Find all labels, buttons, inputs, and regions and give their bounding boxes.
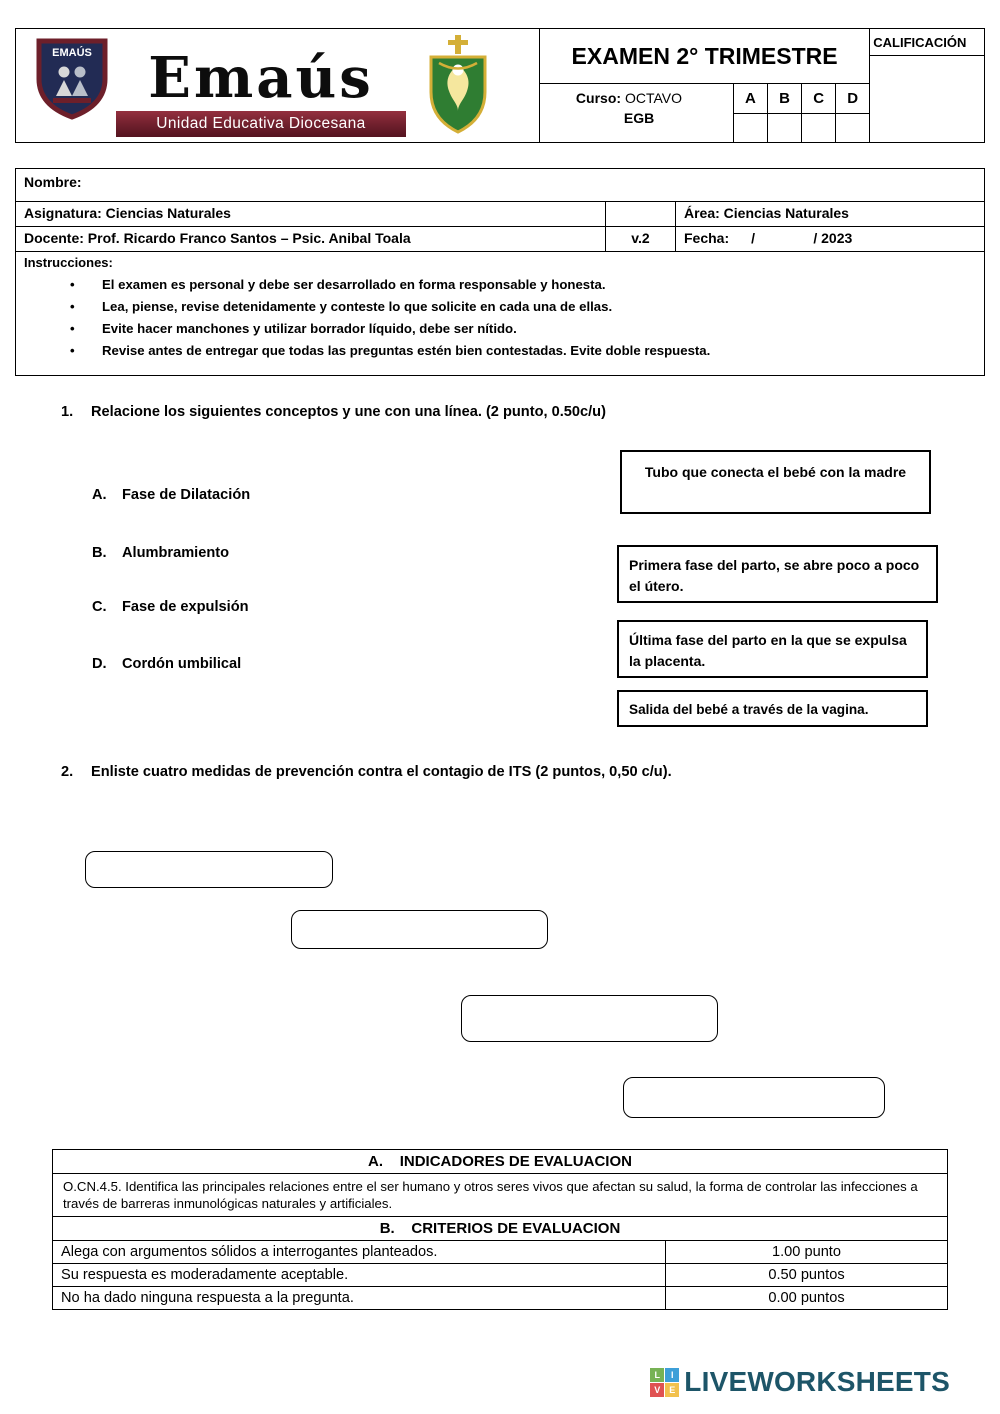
definition-box-1[interactable]: Tubo que conecta el bebé con la madre	[620, 450, 931, 514]
version-cell: v.2	[606, 227, 676, 251]
liveworksheets-grid-icon	[650, 1368, 679, 1397]
concept-letter: B.	[92, 545, 107, 561]
criterio-text: Alega con argumentos sólidos a interrogantes planteados.	[53, 1241, 666, 1264]
liveworksheets-wordmark: LIVEWORKSHEETS	[684, 1366, 950, 1397]
answer-box-3[interactable]	[461, 995, 718, 1042]
instruccion-item: • El examen es personal y debe ser desarrollado en forma responsable y honesta.	[70, 277, 976, 292]
question-2-prompt: Enliste cuatro medidas de prevención contra el contagio de ITS (2 puntos, 0,50 c/u).	[91, 764, 672, 780]
concept-item-a[interactable]	[92, 487, 250, 503]
liveworksheets-logo[interactable]	[650, 1366, 950, 1398]
fecha-value: / / 2023	[751, 230, 853, 246]
school-branding	[16, 29, 539, 142]
section-column-c	[801, 84, 835, 142]
answer-box-1[interactable]	[85, 851, 333, 888]
criterio-row	[53, 1287, 948, 1310]
logo-square-e: E	[665, 1383, 679, 1397]
definition-box-3[interactable]: Última fase del parto en la que se expulsa la placenta.	[617, 620, 928, 678]
concept-label: Cordón umbilical	[122, 656, 242, 672]
school-subtitle-banner: Unidad Educativa Diocesana	[116, 111, 406, 137]
egb-label: EGB	[623, 110, 655, 126]
instruccion-item: • Evite hacer manchones y utilizar borrador líquido, debe ser nítido.	[70, 321, 976, 336]
instruccion-item: • Revise antes de entregar que todas las preguntas estén bien contestadas. Evite doble respuesta.	[70, 343, 976, 358]
criterio-row	[53, 1241, 948, 1264]
concept-label: Fase de expulsión	[122, 599, 249, 615]
section-mark-cell-b[interactable]	[768, 114, 801, 142]
question-1-prompt: Relacione los siguientes conceptos y une con una línea. (2 punto, 0.50c/u)	[91, 404, 606, 420]
asignatura-cell: Asignatura: Ciencias Naturales	[16, 202, 606, 226]
curso-label: Curso:	[575, 90, 622, 106]
evaluation-table	[52, 1149, 948, 1310]
instrucciones-block	[16, 252, 984, 375]
criterio-text: Su respuesta es moderadamente aceptable.	[53, 1264, 666, 1287]
logo-square-v: V	[650, 1383, 664, 1397]
nombre-row	[16, 169, 984, 202]
question-2-number: 2.	[61, 764, 74, 780]
criterios-title: B. CRITERIOS DE EVALUACION	[53, 1217, 948, 1241]
criterio-row	[53, 1264, 948, 1287]
section-mark-cell-d[interactable]	[836, 114, 869, 142]
criterio-puntos: 1.00 punto	[666, 1241, 948, 1264]
section-letter-a: A	[734, 84, 767, 114]
school-name: Emaús	[148, 45, 374, 111]
exam-info-table	[15, 168, 985, 376]
definition-box-4[interactable]: Salida del bebé a través de la vagina.	[617, 690, 928, 727]
version-spacer-cell	[606, 202, 676, 226]
logo-square-i: I	[665, 1368, 679, 1382]
section-column-d	[835, 84, 869, 142]
school-wordmark	[116, 47, 406, 137]
section-mark-cell-a[interactable]	[734, 114, 767, 142]
answer-box-2[interactable]	[291, 910, 548, 949]
section-column-b	[767, 84, 801, 142]
shield-text: EMAÚS	[52, 47, 92, 59]
asignatura-row	[16, 202, 984, 227]
criterio-puntos: 0.00 puntos	[666, 1287, 948, 1310]
nombre-field[interactable]	[85, 173, 505, 187]
fecha-cell	[676, 227, 984, 251]
concept-letter: D.	[92, 656, 107, 672]
question-1-heading	[61, 404, 941, 420]
exam-title-block	[539, 29, 869, 142]
concept-label: Alumbramiento	[122, 545, 230, 561]
fecha-label: Fecha:	[684, 230, 730, 246]
exam-title: EXAMEN 2° TRIMESTRE	[540, 29, 869, 84]
definition-box-2[interactable]: Primera fase del parto, se abre poco a poco el útero.	[617, 545, 938, 603]
concept-label: Fase de Dilatación	[122, 487, 251, 503]
concept-item-b[interactable]	[92, 545, 229, 561]
section-letter-b: B	[768, 84, 801, 114]
criterio-text: No ha dado ninguna respuesta a la pregunta.	[53, 1287, 666, 1310]
docente-cell: Docente: Prof. Ricardo Franco Santos – Psic. Anibal Toala	[16, 227, 606, 251]
section-mark-cell-c[interactable]	[802, 114, 835, 142]
question-2-heading	[61, 764, 971, 780]
indicadores-title: A. INDICADORES DE EVALUACION	[53, 1150, 948, 1174]
section-column-a	[733, 84, 767, 142]
concept-letter: C.	[92, 599, 107, 615]
section-letter-d: D	[836, 84, 869, 114]
curso-cell	[540, 84, 733, 142]
logo-square-l: L	[650, 1368, 664, 1382]
question-1-number: 1.	[61, 404, 74, 420]
calificacion-field[interactable]	[870, 56, 984, 142]
curso-value: OCTAVO	[624, 90, 682, 106]
exam-header	[15, 28, 985, 143]
docente-row	[16, 227, 984, 252]
answer-box-4[interactable]	[623, 1077, 885, 1118]
concept-item-c[interactable]	[92, 599, 249, 615]
school-shield-logo	[34, 35, 110, 123]
instrucciones-label: Instrucciones:	[24, 255, 113, 270]
nombre-label: Nombre:	[24, 174, 82, 190]
instrucciones-list	[24, 277, 976, 358]
calificacion-column	[869, 29, 984, 142]
section-letter-c: C	[802, 84, 835, 114]
concept-letter: A.	[92, 487, 107, 503]
diocese-crest-logo	[418, 34, 498, 138]
concept-item-d[interactable]	[92, 656, 241, 672]
criterio-puntos: 0.50 puntos	[666, 1264, 948, 1287]
indicadores-text: O.CN.4.5. Identifica las principales relaciones entre el ser humano y otros seres vivos que afectan su salud, la forma de controlar las infecciones a través de barreras inmunológicas naturales y artificiales.	[53, 1174, 948, 1217]
section-columns	[733, 84, 869, 142]
calificacion-label: CALIFICACIÓN	[870, 29, 984, 56]
instruccion-item: • Lea, piense, revise detenidamente y conteste lo que solicite en cada una de ellas.	[70, 299, 976, 314]
area-cell: Área: Ciencias Naturales	[684, 205, 849, 221]
